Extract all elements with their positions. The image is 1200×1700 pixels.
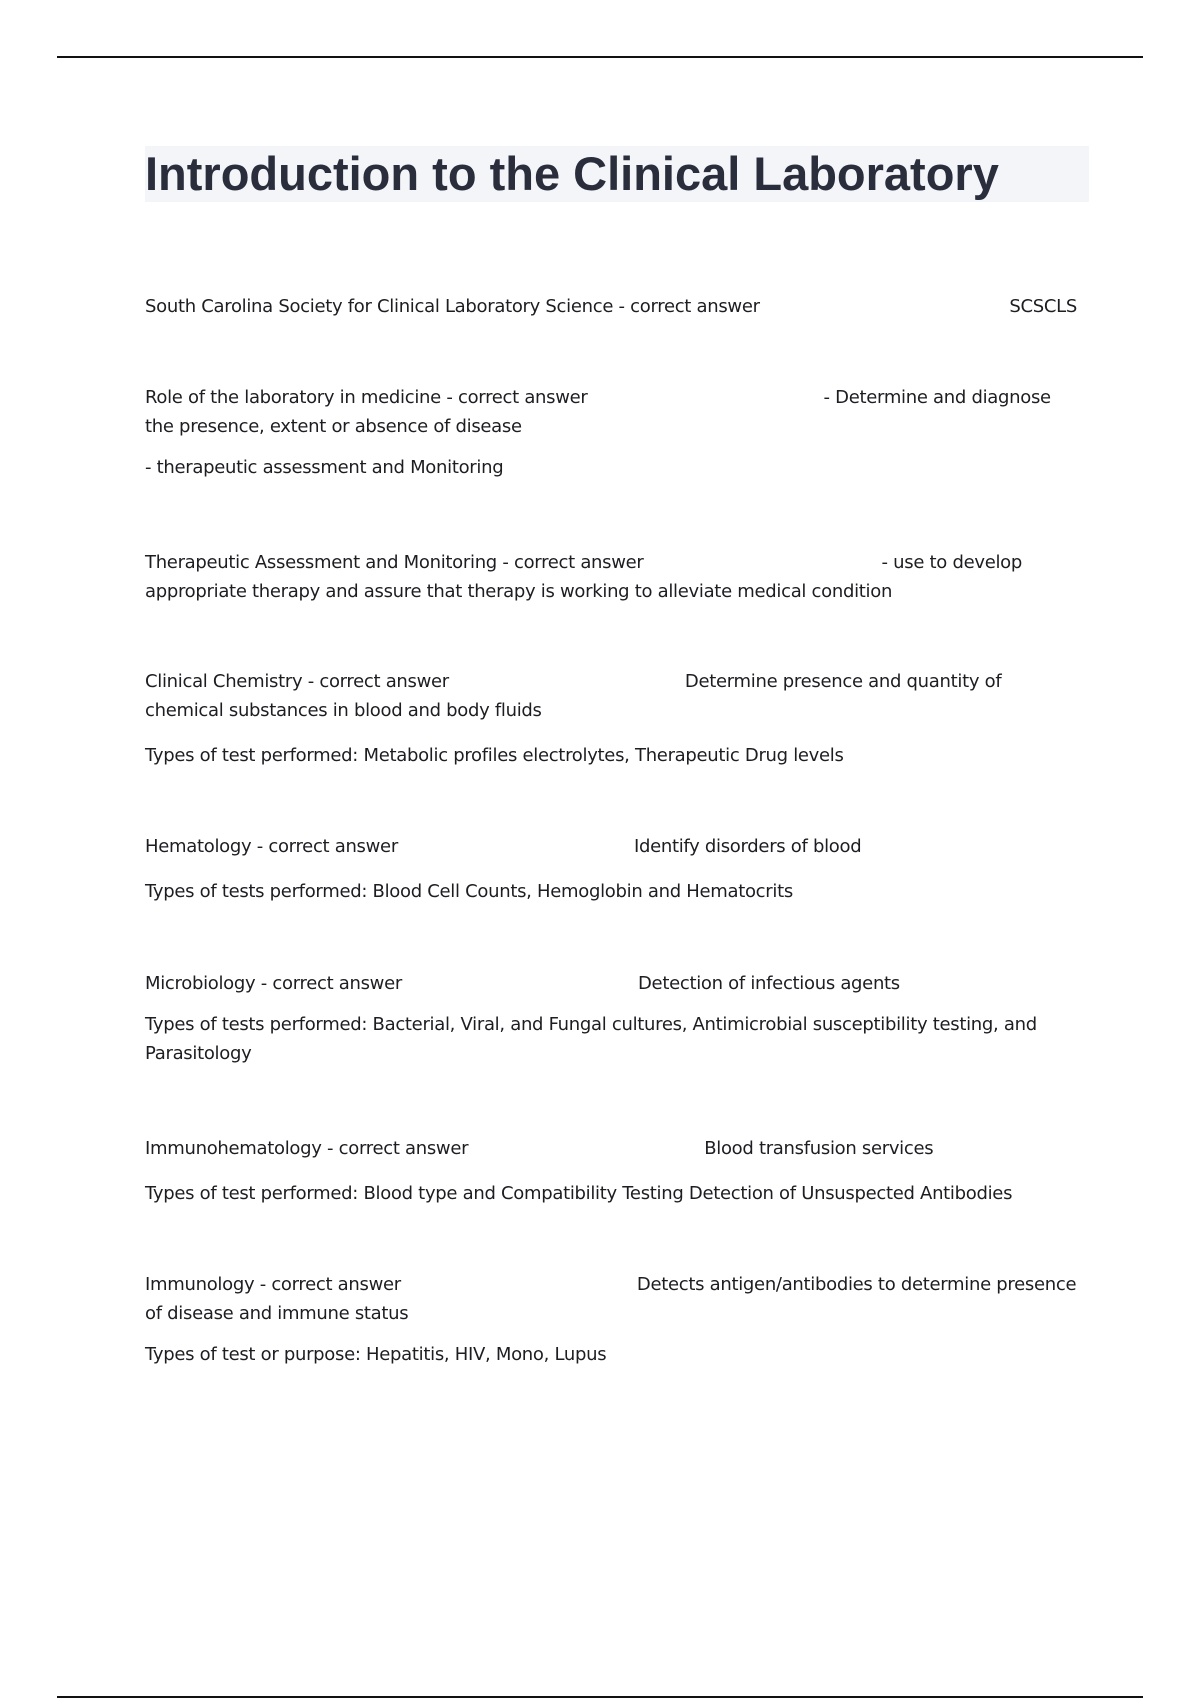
entry-term: Immunohematology - correct answer <box>145 1138 469 1159</box>
flashcard-entry-hematology <box>145 832 1077 906</box>
entry-answer: - use to develop appropriate therapy and assure that therapy is working to alleviate medical condition <box>145 552 1023 602</box>
flashcard-entry-immunohematology <box>145 1134 1077 1208</box>
entry-term: Immunology - correct answer <box>145 1274 401 1295</box>
entry-answer: Blood transfusion services <box>704 1138 934 1159</box>
entry-term: Hematology - correct answer <box>145 836 398 857</box>
entry-term: Therapeutic Assessment and Monitoring - correct answer <box>145 552 644 573</box>
flashcard-entry-microbiology <box>145 969 1077 1068</box>
flashcard-entry-immunology <box>145 1270 1077 1369</box>
flashcard-entry-therapeutic-assessment <box>145 548 1077 606</box>
entry-question-answer <box>145 383 1077 441</box>
entry-question-answer <box>145 292 1077 321</box>
bottom-rule <box>57 1696 1143 1698</box>
entry-detail: - therapeutic assessment and Monitoring <box>145 457 504 478</box>
entry-detail: Types of tests performed: Blood Cell Counts, Hemoglobin and Hematocrits <box>145 881 793 902</box>
flashcard-entry-role-of-laboratory <box>145 383 1077 482</box>
entry-answer: Detects antigen/antibodies to determine presence of disease and immune status <box>145 1274 1077 1324</box>
entry-answer: Identify disorders of blood <box>633 836 862 857</box>
entry-question-answer <box>145 1270 1077 1328</box>
entry-question-answer <box>145 969 1077 998</box>
entry-detail: Types of test performed: Blood type and Compatibility Testing Detection of Unsuspected Antibodies <box>145 1183 1013 1204</box>
entry-answer: - Determine and diagnose the presence, extent or absence of disease <box>145 387 1051 437</box>
flashcard-entry-clinical-chemistry <box>145 667 1077 770</box>
entry-term: Clinical Chemistry - correct answer <box>145 671 449 692</box>
entry-answer: SCSCLS <box>1009 296 1077 317</box>
flashcard-entry-scscls <box>145 292 1077 321</box>
entry-term: Microbiology - correct answer <box>145 973 402 994</box>
top-rule <box>57 56 1143 58</box>
entry-question-answer <box>145 832 1077 861</box>
entry-detail: Types of test or purpose: Hepatitis, HIV, Mono, Lupus <box>145 1344 607 1365</box>
entry-term: Role of the laboratory in medicine - correct answer <box>145 387 588 408</box>
entry-detail: Types of tests performed: Bacterial, Viral, and Fungal cultures, Antimicrobial susceptibility testing, and Parasitology <box>145 1014 1037 1064</box>
entry-detail: Types of test performed: Metabolic profiles electrolytes, Therapeutic Drug levels <box>145 745 844 766</box>
entry-question-answer <box>145 548 1077 606</box>
entry-question-answer <box>145 1134 1077 1163</box>
entry-term: South Carolina Society for Clinical Laboratory Science - correct answer <box>145 296 760 317</box>
entry-answer: Determine presence and quantity of chemical substances in blood and body fluids <box>145 671 1002 721</box>
entry-question-answer <box>145 667 1077 725</box>
page-title: Introduction to the Clinical Laboratory <box>145 147 999 200</box>
entry-answer: Detection of infectious agents <box>637 973 900 994</box>
